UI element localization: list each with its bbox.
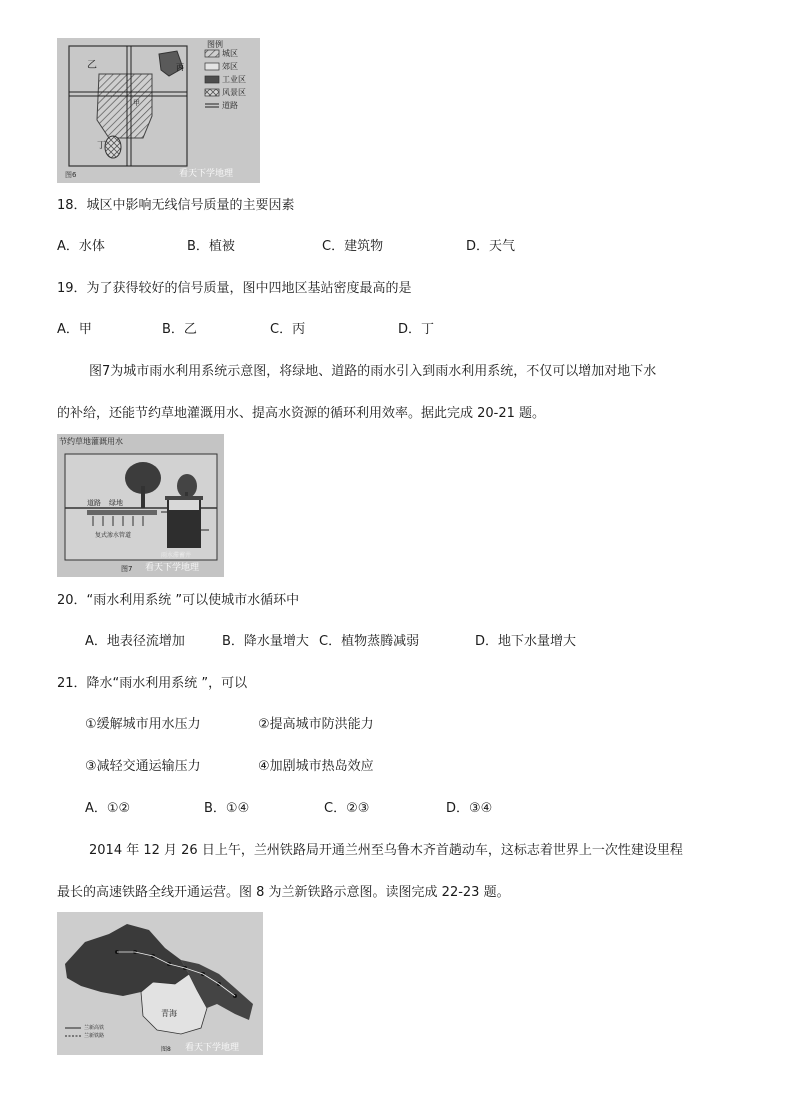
fig6-legend-item-suburb: 郊区 [222,62,238,71]
fig7-label-pipe: 复式渗水管道 [95,532,132,539]
fig7-label-road: 道路 [87,499,101,507]
fig6-legend-item-scenic: 风景区 [222,88,246,97]
question-21-item-3: ③减轻交通运输压力 [85,759,201,774]
intro-figure7-line1: 图7为城市雨水利用系统示意图，将绿地、道路的雨水引入到雨水利用系统，不仅可以增加对地下水 [89,364,657,379]
fig8-caption: 图8 [161,1046,171,1053]
fig6-legend-title: 图例 [207,40,223,49]
fig6-legend-item-industrial: 工业区 [222,75,246,84]
question-20-stem: 20．“雨水利用系统 ”可以使城市水循环中 [57,593,300,608]
fig8-watermark: 看天下学地理 [185,1043,240,1053]
question-20-option-a: A．地表径流增加 [85,634,185,649]
question-19-stem: 19．为了获得较好的信号质量，图中四地区基站密度最高的是 [57,281,412,296]
figure-7-image [57,434,224,577]
fig6-label-ding: 丁 [97,141,107,151]
fig8-legend-hsr: 兰新高铁 [84,1025,105,1031]
question-21-option-c: C．②③ [324,801,370,816]
fig8-region-label: 青海 [161,1009,177,1018]
question-21-option-b: B．①④ [204,801,250,816]
fig6-legend-item-urban: 城区 [222,49,238,58]
question-20-option-b: B．降水量增大 [222,634,309,649]
question-18-option-a: A．水体 [57,239,105,254]
question-21-option-d: D．③④ [446,801,493,816]
fig8-legend-railway: 兰新铁路 [84,1033,105,1039]
question-18-option-b: B．植被 [187,239,235,254]
fig6-watermark: 看天下学地理 [179,169,234,179]
question-18-stem: 18．城区中影响无线信号质量的主要因素 [57,198,295,213]
question-18-option-c: C．建筑物 [322,239,384,254]
question-19-option-b: B．乙 [162,322,197,337]
question-20-option-d: D．地下水量增大 [475,634,577,649]
question-19-option-a: A．甲 [57,322,92,337]
question-21-item-4: ④加剧城市热岛效应 [258,759,374,774]
fig7-top-text: 节约草地灌溉用水 [59,437,123,446]
fig7-label-green: 绿地 [109,499,123,507]
fig7-watermark: 看天下学地理 [145,563,200,573]
fig6-legend-item-road: 道路 [222,101,238,110]
intro-figure7-line2: 的补给，还能节约草地灌溉用水、提高水资源的循环利用效率。据此完成 20-21 题。 [57,406,546,421]
fig6-label-yi: 乙 [87,60,97,71]
fig6-caption: 图6 [65,171,77,179]
question-20-option-c: C．植物蒸腾减弱 [319,634,420,649]
figure-6-image [57,38,260,183]
intro-figure8-line1: 2014 年 12 月 26 日上午，兰州铁路局开通兰州至乌鲁木齐首趟动车，这标志着世界上一次性建设里程 [89,843,683,858]
question-21-option-a: A．①② [85,801,131,816]
question-21-item-2: ②提高城市防洪能力 [258,717,374,732]
fig6-label-bing: 丙 [176,63,184,72]
fig6-label-jia: 甲 [133,99,140,107]
fig7-label-tank: 雨水滞蓄井 [161,552,192,559]
question-21-stem: 21．降水“雨水利用系统 ”，可以 [57,676,248,691]
question-19-option-d: D．丁 [398,322,435,337]
intro-figure8-line2: 最长的高速铁路全线开通运营。图 8 为兰新铁路示意图。读图完成 22-23 题。 [57,885,510,900]
question-18-option-d: D．天气 [466,239,516,254]
fig7-caption: 图7 [121,565,133,573]
question-19-option-c: C．丙 [270,322,306,337]
question-21-item-1: ①缓解城市用水压力 [85,717,201,732]
figure-8-image [57,912,263,1055]
